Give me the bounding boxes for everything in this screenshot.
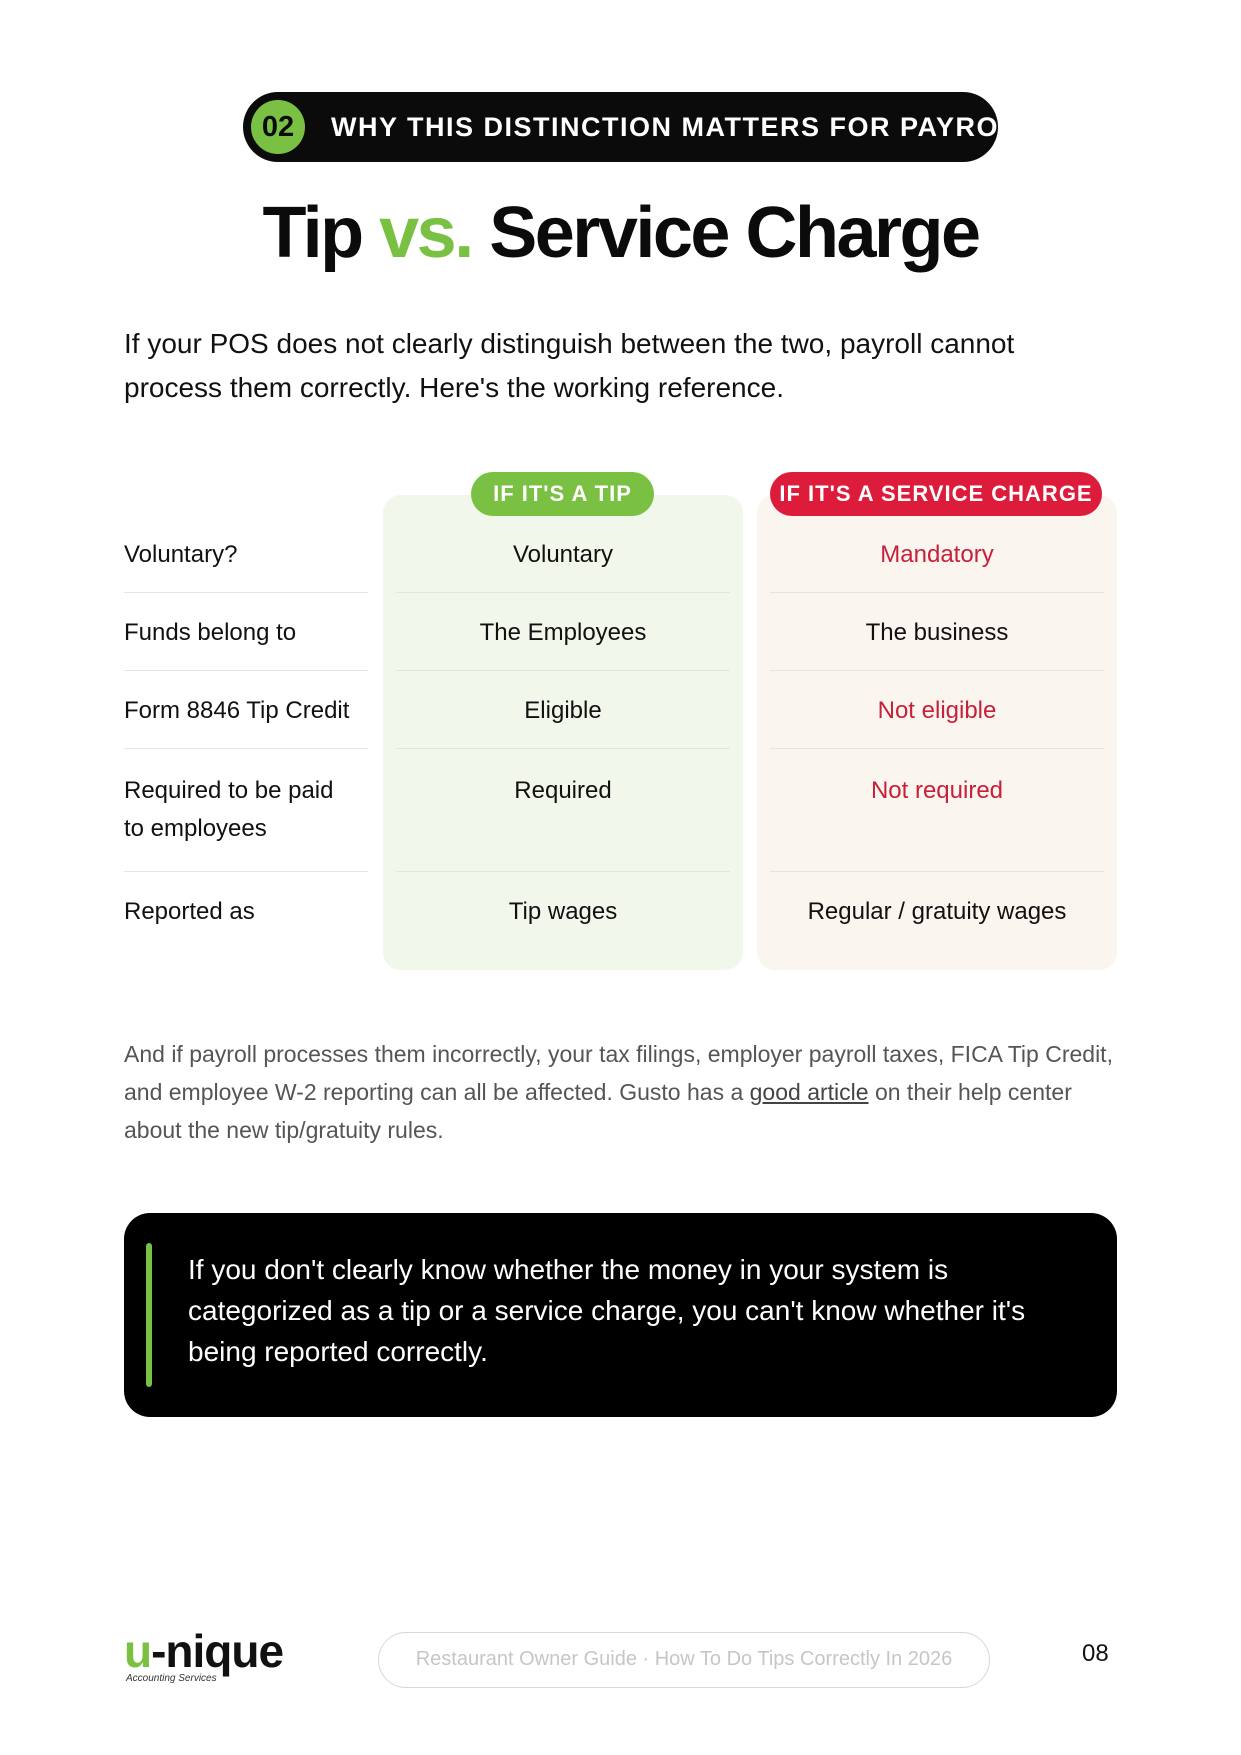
row-divider <box>396 748 730 749</box>
page-title <box>0 185 1241 281</box>
note-text-before: And if payroll processes them incorrectly, your tax filings, employer payroll taxes, FICA Tip Credit, and employee W-2 reporting can all be affected. Gusto has a <box>124 1041 1113 1105</box>
logo-subtitle: Accounting Services <box>126 1673 217 1684</box>
service-charge-value: Mandatory <box>880 541 994 568</box>
tip-value: Tip wages <box>508 898 618 925</box>
tip-value: Required <box>514 777 612 804</box>
row-divider <box>396 592 730 593</box>
callout-accent-bar <box>146 1243 152 1387</box>
row-divider <box>124 592 368 593</box>
service-charge-column-header: IF IT'S A SERVICE CHARGE <box>770 472 1102 516</box>
row-label: Voluntary? <box>124 541 238 568</box>
title-vs: vs. <box>379 193 472 273</box>
section-number: 02 <box>251 100 305 154</box>
guide-title-footer: Restaurant Owner Guide · How To Do Tips Correctly In 2026 <box>378 1632 990 1688</box>
row-divider <box>124 748 368 749</box>
good-article-link[interactable]: good article <box>749 1079 869 1105</box>
row-divider <box>770 592 1104 593</box>
tip-column-header: IF IT'S A TIP <box>471 472 654 516</box>
row-divider <box>770 748 1104 749</box>
tip-value: Eligible <box>524 697 602 724</box>
tip-value: Voluntary <box>512 541 614 568</box>
section-header <box>243 92 1036 162</box>
logo-u: u <box>124 1625 152 1677</box>
row-divider <box>770 670 1104 671</box>
row-label: Required to be paid to employees <box>124 777 334 842</box>
service-charge-value: The business <box>865 619 1009 646</box>
service-charge-value: Not eligible <box>877 697 997 724</box>
company-logo <box>124 1625 294 1684</box>
row-label: Funds belong to <box>124 619 297 646</box>
row-divider <box>396 670 730 671</box>
service-charge-value: Regular / gratuity wages <box>807 898 1067 925</box>
row-divider <box>124 670 368 671</box>
title-service-charge: Service Charge <box>471 193 979 273</box>
note-text-after: on their help center about the new tip/gratuity rules. <box>124 1079 1072 1143</box>
row-divider <box>770 871 1104 872</box>
payroll-note <box>124 1035 1114 1149</box>
tip-value: The Employees <box>479 619 647 646</box>
intro-paragraph: If your POS does not clearly distinguish between the two, payroll cannot process them correctly. Here's the working reference. <box>124 328 1015 403</box>
callout-box <box>124 1213 1117 1417</box>
callout-text: If you don't clearly know whether the money in your system is categorized as a tip or a service charge, you can't know whether it's being reported correctly. <box>188 1254 1026 1367</box>
service-charge-value: Not required <box>870 777 1004 804</box>
page-number: 08 <box>1082 1640 1109 1667</box>
title-tip: Tip <box>262 193 380 273</box>
section-title: WHY THIS DISTINCTION MATTERS FOR PAYROLL <box>331 112 1036 142</box>
row-divider <box>124 871 368 872</box>
logo-nique: -nique <box>151 1625 284 1677</box>
row-label: Form 8846 Tip Credit <box>124 697 350 724</box>
row-label: Reported as <box>124 898 255 925</box>
row-divider <box>396 871 730 872</box>
